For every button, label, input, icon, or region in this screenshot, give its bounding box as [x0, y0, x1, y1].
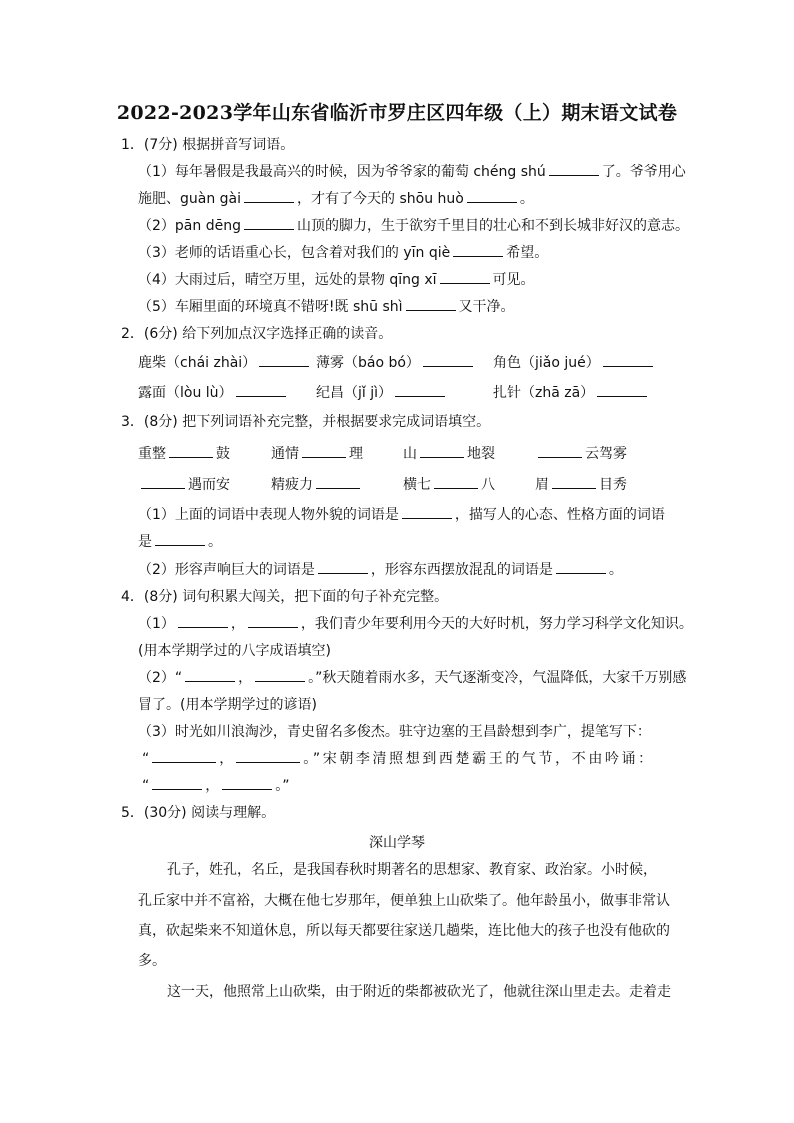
answer-blank[interactable] — [248, 615, 298, 628]
q3-text: （1）上面的词语中表现人物外貌的词语是 — [138, 507, 399, 523]
answer-blank[interactable] — [316, 476, 360, 489]
answer-blank[interactable] — [185, 669, 235, 682]
answer-blank[interactable] — [440, 271, 490, 284]
q1-heading: 1．(7分) 根据拼音写词语。 — [121, 137, 295, 153]
idiom-part: 遇而安 — [188, 477, 230, 493]
answer-blank[interactable] — [259, 354, 309, 367]
q3-text: 。 — [208, 534, 222, 550]
idiom-part: 山 — [403, 446, 417, 462]
q3-heading: 3．(8分) 把下列词语补充完整，并根据要求完成词语填空。 — [121, 414, 491, 430]
idiom-part: 云驾雾 — [585, 446, 627, 462]
idiom-item — [403, 445, 495, 463]
q1-text: 施肥、guàn gài — [138, 191, 242, 207]
q1-line-2 — [138, 190, 534, 208]
q1-line-6 — [138, 298, 515, 316]
q3-text: ，描写人的心态、性格方面的词语 — [454, 507, 665, 523]
idiom-item — [271, 476, 363, 494]
idiom-part: 眉 — [535, 477, 549, 493]
q1-text: 希望。 — [506, 245, 549, 261]
answer-blank[interactable] — [552, 476, 596, 489]
answer-blank[interactable] — [236, 750, 300, 763]
answer-blank[interactable] — [434, 476, 478, 489]
q4-heading: 4．(8分) 词句积累大闯关，把下面的句子补充完整。 — [121, 589, 449, 605]
answer-blank[interactable] — [420, 445, 464, 458]
q4-line-2-cont: 冒了。(用本学期学过的谚语) — [138, 697, 317, 713]
answer-blank[interactable] — [402, 506, 452, 519]
q4-text: ， — [219, 751, 234, 767]
answer-blank[interactable] — [178, 615, 228, 628]
q3-sub-1 — [138, 506, 665, 524]
answer-blank[interactable] — [155, 533, 205, 546]
q2-item — [316, 384, 448, 402]
q1-text: （3）老师的话语重心长，包含着对我们的 yīn qiè — [138, 245, 451, 261]
q1-text: （1）每年暑假是我最高兴的时候，因为爷爷家的葡萄 chéng shú — [138, 164, 546, 180]
q3-sub-1-cont — [138, 533, 222, 551]
q2-text: 纪昌（jǐ jì） — [316, 385, 393, 401]
answer-blank[interactable] — [152, 777, 202, 790]
answer-blank[interactable] — [318, 561, 368, 574]
answer-blank[interactable] — [597, 384, 647, 397]
answer-blank[interactable] — [244, 190, 294, 203]
article-paragraph: 孔丘家中并不富裕，大概在他七岁那年，便单独上山砍柴了。他年龄虽小，做事非常认 — [138, 893, 670, 909]
idiom-item — [271, 445, 363, 463]
answer-blank[interactable] — [538, 445, 582, 458]
q1-text: ，才有了今天的 shōu huò — [297, 191, 464, 207]
q1-text: （4）大雨过后，晴空万里，远处的景物 qīng xī — [138, 272, 437, 288]
article-paragraph: 真，砍起柴来不知道休息，所以每天都要往家送几趟柴，连比他大的孩子也没有他砍的 — [138, 923, 670, 939]
idiom-part: 目秀 — [599, 477, 627, 493]
article-title: 深山学琴 — [369, 835, 425, 851]
q3-text: （2）形容声响巨大的词语是 — [138, 562, 315, 578]
q3-text: 是 — [138, 534, 152, 550]
article-paragraph: 孔子，姓孔，名丘，是我国春秋时期著名的思想家、教育家、政治家。小时候， — [167, 862, 657, 878]
q4-text: “ — [142, 778, 150, 794]
answer-blank[interactable] — [141, 476, 185, 489]
answer-blank[interactable] — [222, 777, 272, 790]
q4-text: ，我们青少年要利用今天的大好时机，努力学习科学文化知识。 — [300, 616, 693, 632]
idiom-part: 理 — [349, 446, 363, 462]
q1-line-4 — [138, 244, 548, 262]
answer-blank[interactable] — [236, 384, 286, 397]
answer-blank[interactable] — [556, 561, 606, 574]
q1-text: 。 — [519, 191, 534, 207]
q2-text: 角色（jiǎo jué） — [493, 355, 600, 371]
q4-line-1 — [138, 615, 693, 633]
idiom-part: 精疲力 — [271, 477, 313, 493]
q5-heading: 5．(30分) 阅读与理解。 — [121, 805, 276, 821]
article-paragraph: 这一天，他照常上山砍柴，由于附近的柴都被砍光了，他就往深山里走去。走着走 — [167, 984, 671, 1000]
q4-text: 。”宋朝李清照想到西楚霸王的气节，不由吟诵： — [303, 751, 655, 767]
q1-text: （5）车厢里面的环境真不错呀!既 shū shì — [138, 299, 403, 315]
q2-item — [138, 384, 289, 402]
q2-item — [493, 354, 656, 372]
article-paragraph: 多。 — [138, 953, 166, 969]
answer-blank[interactable] — [453, 244, 503, 257]
idiom-part: 重整 — [138, 446, 166, 462]
q4-line-3: （3）时光如川浪淘沙，青史留名多俊杰。驻守边塞的王昌龄想到李广，提笔写下： — [138, 724, 651, 740]
answer-blank[interactable] — [549, 163, 599, 176]
q1-text: 可见。 — [492, 272, 535, 288]
q2-text: 鹿柴（chái zhài） — [138, 355, 257, 371]
idiom-part: 鼓 — [216, 446, 230, 462]
q3-text: ，形容东西摆放混乱的词语是 — [370, 562, 553, 578]
q4-text: 。” — [275, 778, 290, 794]
q2-text: 露面（lòu lù） — [138, 385, 233, 401]
q4-line-3-end — [142, 777, 290, 795]
q4-line-1-note: (用本学期学过的八字成语填空) — [138, 643, 331, 659]
q2-item — [138, 354, 312, 372]
q4-line-3-cont — [142, 750, 655, 768]
q2-item — [493, 384, 650, 402]
answer-blank[interactable] — [302, 445, 346, 458]
q4-text: ， — [238, 670, 253, 686]
q2-text: 薄雾（báo bó） — [316, 355, 420, 371]
q1-text: 山顶的脚力，生于欲穷千里目的壮心和不到长城非好汉的意志。 — [296, 218, 689, 234]
answer-blank[interactable] — [244, 217, 294, 230]
answer-blank[interactable] — [603, 354, 653, 367]
q3-text: 。 — [608, 562, 623, 578]
idiom-part: 通情 — [271, 446, 299, 462]
idiom-part: 地裂 — [467, 446, 495, 462]
answer-blank[interactable] — [152, 750, 216, 763]
idiom-part: 八 — [481, 477, 495, 493]
q2-text: 扎针（zhā zā） — [493, 385, 595, 401]
q4-line-2 — [138, 669, 686, 687]
q1-line-5 — [138, 271, 535, 289]
answer-blank[interactable] — [423, 354, 473, 367]
q2-heading: 2．(6分) 给下列加点汉字选择正确的读音。 — [121, 326, 393, 342]
page-title: 2022-2023学年山东省临沂市罗庄区四年级（上）期末语文试卷 — [116, 102, 678, 124]
idiom-item — [138, 445, 230, 463]
q4-text: ， — [230, 616, 245, 632]
q1-text: （2）pān dēng — [138, 218, 241, 234]
idiom-item — [403, 476, 495, 494]
idiom-item — [535, 476, 627, 494]
answer-blank[interactable] — [467, 190, 517, 203]
q1-text: 了。爷爷用心 — [601, 164, 686, 180]
q3-sub-2 — [138, 561, 623, 579]
q1-line-1 — [138, 163, 686, 181]
q4-text: ， — [205, 778, 220, 794]
q1-text: 又干净。 — [458, 299, 515, 315]
idiom-item — [535, 445, 627, 463]
q4-text: （1） — [138, 616, 175, 632]
q1-line-3 — [138, 217, 689, 235]
answer-blank[interactable] — [406, 298, 456, 311]
answer-blank[interactable] — [169, 445, 213, 458]
idiom-item — [138, 476, 230, 494]
q4-text: 。”秋天随着雨水多，天气逐渐变冷，气温降低，大家千万别感 — [308, 670, 687, 686]
answer-blank[interactable] — [255, 669, 305, 682]
idiom-part: 横七 — [403, 477, 431, 493]
q4-text: “ — [142, 751, 150, 767]
answer-blank[interactable] — [395, 384, 445, 397]
q2-item — [316, 354, 476, 372]
q4-text: （2）“ — [138, 670, 183, 686]
